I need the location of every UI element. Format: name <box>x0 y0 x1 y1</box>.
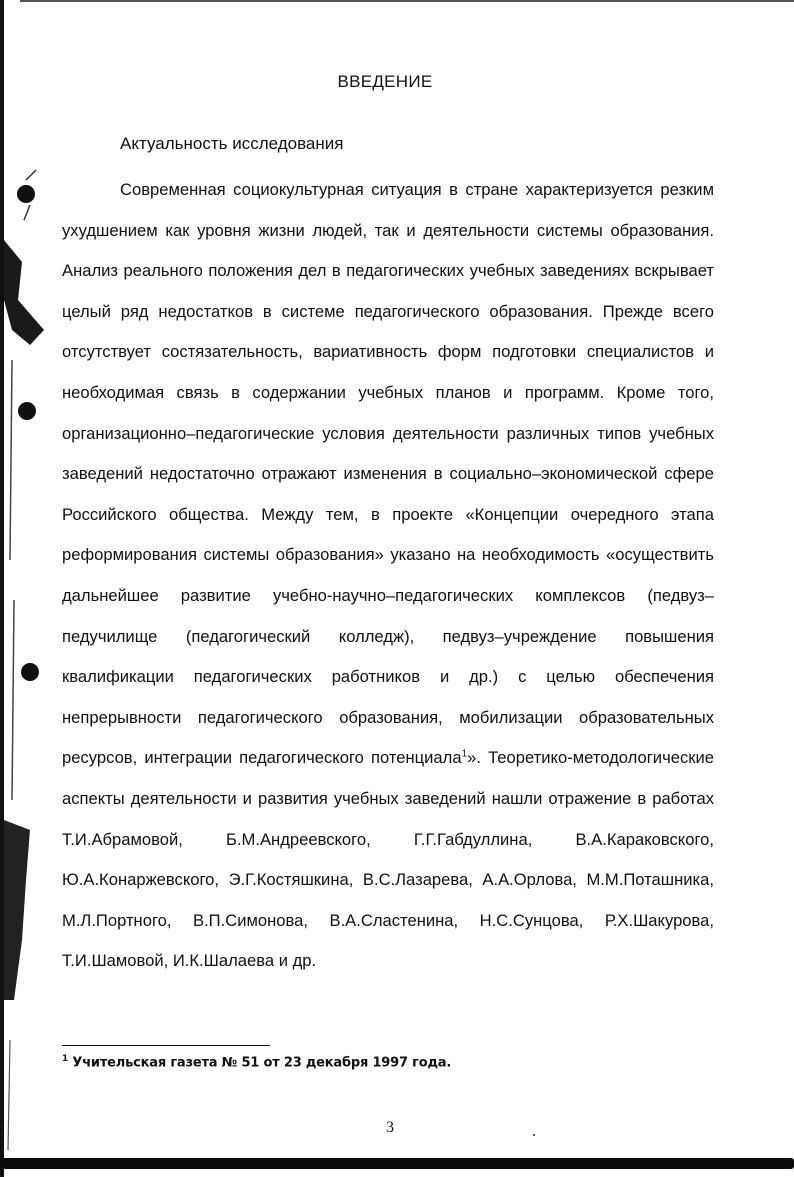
punch-hole-mark <box>17 185 35 203</box>
footnote-marker: 1 <box>62 1054 69 1064</box>
footnote-text: Учительская газета № 51 от 23 декабря 1997 года. <box>68 1055 452 1071</box>
scan-punch-marks <box>0 0 60 1177</box>
scan-speck <box>533 1134 535 1136</box>
body-text-part: Современная социокультурная ситуация в стране характеризуется резким ухудшением как уровня жизни людей, так и деятельности системы образования. Анализ реального положения дел в педагогических учебных заведениях вскрывает целый ряд недостатков в системе педагогического образования. Прежде всего отсутствует состязательность, вариативность форм подготовки специалистов и необходимая связь в содержании учебных планов и программ. Кроме того, организационно–педагогические условия деятельности различных типов учебных заведений недостаточно отражают изменения в социально–экономической сфере Российского общества. Между тем, в проекте «Концепции очередного этапа реформирования системы образования» указано на необходимость «осуществить дальнейшее развитие учебно-научно–педагогических комплексов (педвуз–педучилище (педагогический колледж), педвуз–учреждение повышения квалификации педагогических работников и др.) с целью обеспечения непрерывности педагогического образования, мобилизации образовательных ресурсов, интеграции педагогического потенциала <box>62 180 714 768</box>
page-title: ВВЕДЕНИЕ <box>337 72 433 91</box>
body-text-part: ». Теоретико-методологические аспекты деятельности и развития учебных заведений нашли отражение в работах Т.И.Абрамовой, Б.М.Андреевского, Г.Г.Габдуллина, В.А.Караковского, Ю.А.Конаржевского, Э.Г.Костяшкина, В.С.Лазарева, А.А.Орлова, М.М.Поташника, М.Л.Портного, В.П.Симонова, В.А.Сластенина, Н.С.Сунцова, Р.Х.Шакурова, Т.И.Шамовой, И.К.Шалаева и др. <box>62 748 714 971</box>
scan-top-edge <box>20 0 794 2</box>
body-paragraph <box>62 170 714 982</box>
punch-hole-mark <box>18 402 36 420</box>
footnote <box>62 1054 451 1070</box>
section-title: Актуальность исследования <box>120 134 344 153</box>
scan-smudge-mark <box>4 240 44 345</box>
scan-bottom-edge <box>0 1158 794 1169</box>
page-number: 3 <box>386 1119 394 1136</box>
scan-edge-line <box>10 360 14 800</box>
footnote-separator <box>62 1045 270 1046</box>
scan-smudge-mark <box>4 820 30 1000</box>
footnote-reference[interactable]: 1 <box>461 748 468 760</box>
scan-edge-line <box>8 1040 10 1150</box>
punch-hole-mark <box>21 663 39 681</box>
